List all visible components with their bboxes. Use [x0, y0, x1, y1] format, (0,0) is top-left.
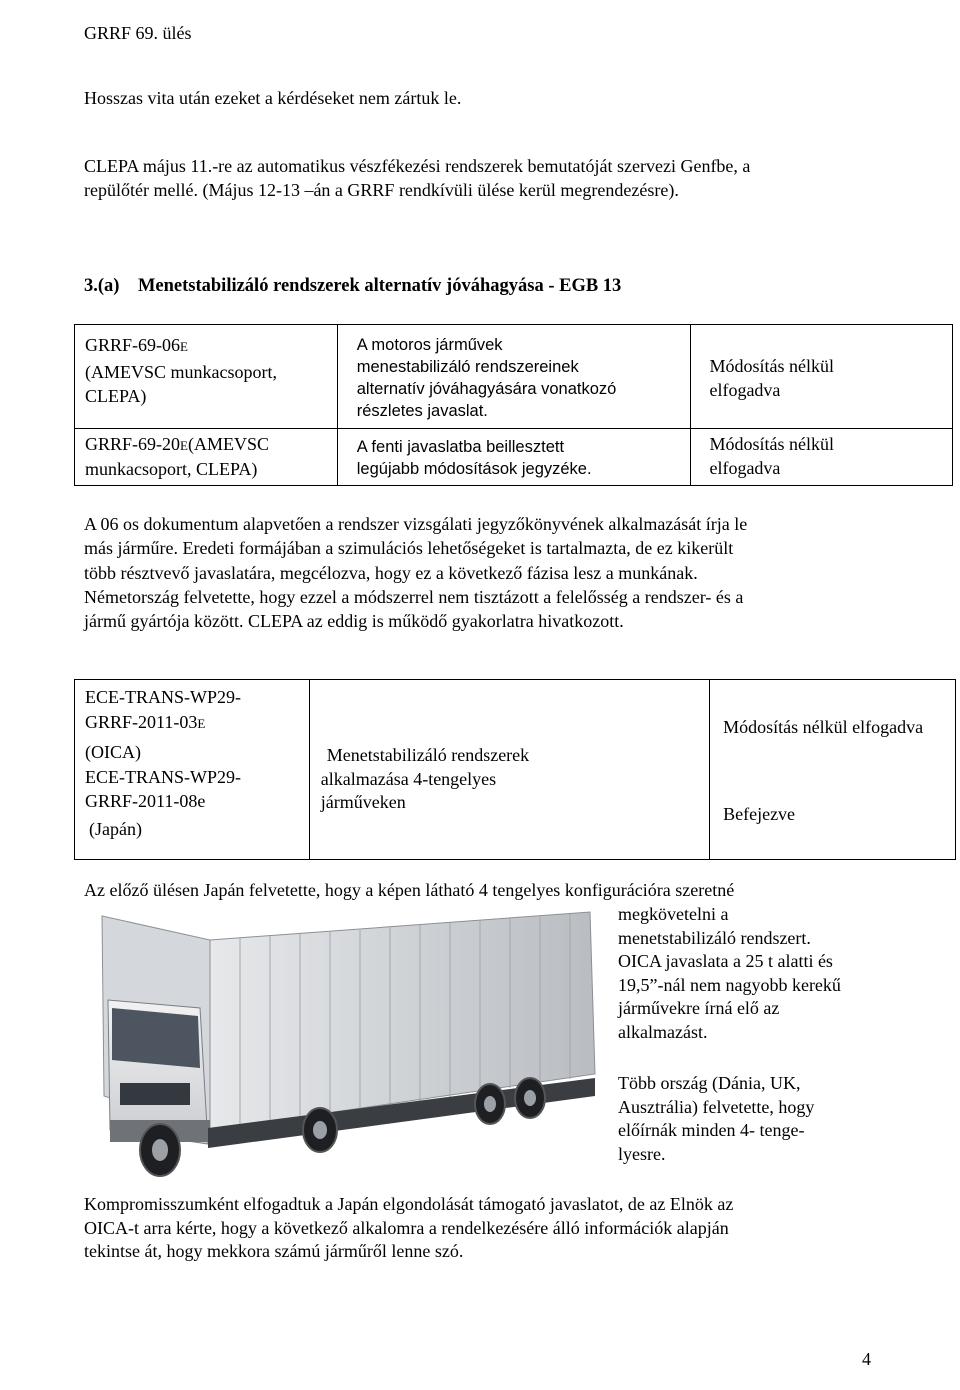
side-line: alkalmazást.: [618, 1021, 708, 1042]
desc-line: A fenti javaslatba beillesztett: [356, 438, 565, 456]
paragraph-line: más járműre. Eredeti formájában a szimulációs lehetőségeket is tartalmazta, de ez kikerült: [84, 538, 734, 559]
desc-line: Menetstabilizáló rendszerek: [326, 745, 530, 765]
status-line: elfogadva: [709, 457, 781, 478]
doc-line: CLEPA): [85, 386, 147, 406]
doc-cell: [75, 325, 338, 429]
desc-line: A motoros járművek: [356, 336, 503, 354]
desc-line: menestabilizáló rendszereinek: [356, 358, 579, 376]
side-line: menetstabilizáló rendszert.: [618, 927, 811, 948]
status-line: Befejezve: [723, 803, 796, 824]
conclusion-paragraph: [84, 1193, 733, 1264]
description-cell: [337, 325, 691, 429]
doc-cell: [75, 680, 310, 860]
description-cell: [337, 429, 691, 486]
documents-table-1: [74, 324, 953, 486]
status-line: elfogadva: [709, 379, 781, 400]
status-cell: [691, 325, 953, 429]
japan-paragraph-line-1: Az előző ülésen Japán felvetette, hogy a képen látható 4 tengelyes konfigurációra szeretné: [84, 880, 735, 900]
table-row: [75, 429, 953, 486]
paragraph-line: Kompromisszumként elfogadtuk a Japán elgondolását támogató javaslatot, de az Elnök az: [84, 1194, 734, 1214]
discussion-paragraph: [84, 512, 747, 633]
page-number: 4: [862, 1349, 871, 1369]
paragraph-line: jármű gyártója között. CLEPA az eddig is működő gyakorlatra hivatkozott.: [84, 611, 624, 632]
doc-suffix: E: [180, 438, 188, 453]
doc-id: GRRF-69-20: [85, 434, 181, 454]
doc-cell: [75, 429, 338, 486]
doc-line: (AMEVSC munkacsoport,: [85, 361, 277, 382]
paragraph-line: több résztvevő javaslatára, megcélozva, hogy ez a következő fázisa lesz a munkának.: [84, 562, 698, 583]
doc-line: (OICA): [85, 742, 141, 762]
status-line: Módosítás nélkül elfogadva: [723, 717, 924, 737]
description-cell: [309, 680, 709, 860]
side-line: Több ország (Dánia, UK,: [618, 1073, 801, 1093]
doc-id: GRRF-69-06: [85, 335, 181, 355]
side-line: lyesre.: [618, 1143, 666, 1164]
doc-line: (AMEVSC: [187, 434, 269, 454]
intro-p2-line-1: CLEPA május 11.-re az automatikus vészfékezési rendszerek bemutatóját szervezi Genfbe, a: [84, 156, 751, 176]
side-line: előírnák minden 4- tenge-: [618, 1120, 805, 1140]
doc-line: (Japán): [89, 818, 142, 839]
status-cell: [691, 429, 953, 486]
doc-suffix: E: [197, 715, 206, 731]
desc-line: legújabb módosítások jegyzéke.: [356, 460, 592, 478]
status-cell: [710, 680, 956, 860]
side-line: OICA javaslata a 25 t alatti és: [618, 951, 833, 971]
doc-line: GRRF-2011-08e: [85, 791, 206, 811]
side-line: megkövetelni a: [618, 904, 729, 924]
desc-line: részletes javaslat.: [356, 402, 488, 420]
documents-table-2: [74, 679, 956, 860]
paragraph-line: Németország felvetette, hogy ezzel a módszerrel nem tisztázott a felelősség a rendszer- és a: [84, 586, 744, 607]
page-header-title: GRRF 69. ülés: [84, 23, 192, 43]
desc-line: alternatív jóváhagyására vonatkozó: [356, 380, 617, 398]
status-line: Módosítás nélkül: [709, 356, 834, 376]
side-line: Ausztrália) felvetette, hogy: [618, 1096, 815, 1117]
doc-suffix: E: [180, 339, 188, 354]
intro-p2-line-2: repülőtér mellé. (Május 12-13 –án a GRRF rendkívüli ülése kerül megrendezésre).: [84, 179, 679, 200]
status-line: Módosítás nélkül: [709, 434, 834, 454]
desc-line: járműveken: [320, 792, 406, 812]
doc-id: GRRF-2011-03: [85, 711, 198, 732]
paragraph-line: A 06 os dokumentum alapvetően a rendszer vizsgálati jegyzőkönyvének alkalmazását írja le: [84, 514, 748, 534]
side-line: 19,5”-nál nem nagyobb kerekű: [618, 974, 841, 995]
japan-side-text-2: [618, 1072, 814, 1166]
side-line: járművekre írná elő az: [618, 998, 780, 1018]
doc-line: munkacsoport, CLEPA): [85, 458, 258, 479]
paragraph-line: OICA-t arra kérte, hogy a következő alkalomra a rendelkezésére álló információk alapján: [84, 1217, 729, 1238]
paragraph-line: tekintse át, hogy mekkora számú járműről lenne szó.: [84, 1241, 464, 1261]
section-heading: 3.(a) Menetstabilizáló rendszerek alternatív jóváhagyása - EGB 13: [84, 276, 622, 296]
table-row: [75, 680, 956, 860]
truck-image: [90, 908, 600, 1188]
intro-paragraph-2: [84, 155, 750, 202]
desc-line: alkalmazása 4-tengelyes: [320, 768, 497, 789]
doc-line: ECE-TRANS-WP29-: [85, 766, 241, 787]
table-row: [75, 325, 953, 429]
intro-paragraph-1: Hosszas vita után ezeket a kérdéseket nem zártuk le.: [84, 88, 462, 108]
japan-side-text: [618, 903, 841, 1044]
doc-line: ECE-TRANS-WP29-: [85, 687, 241, 707]
